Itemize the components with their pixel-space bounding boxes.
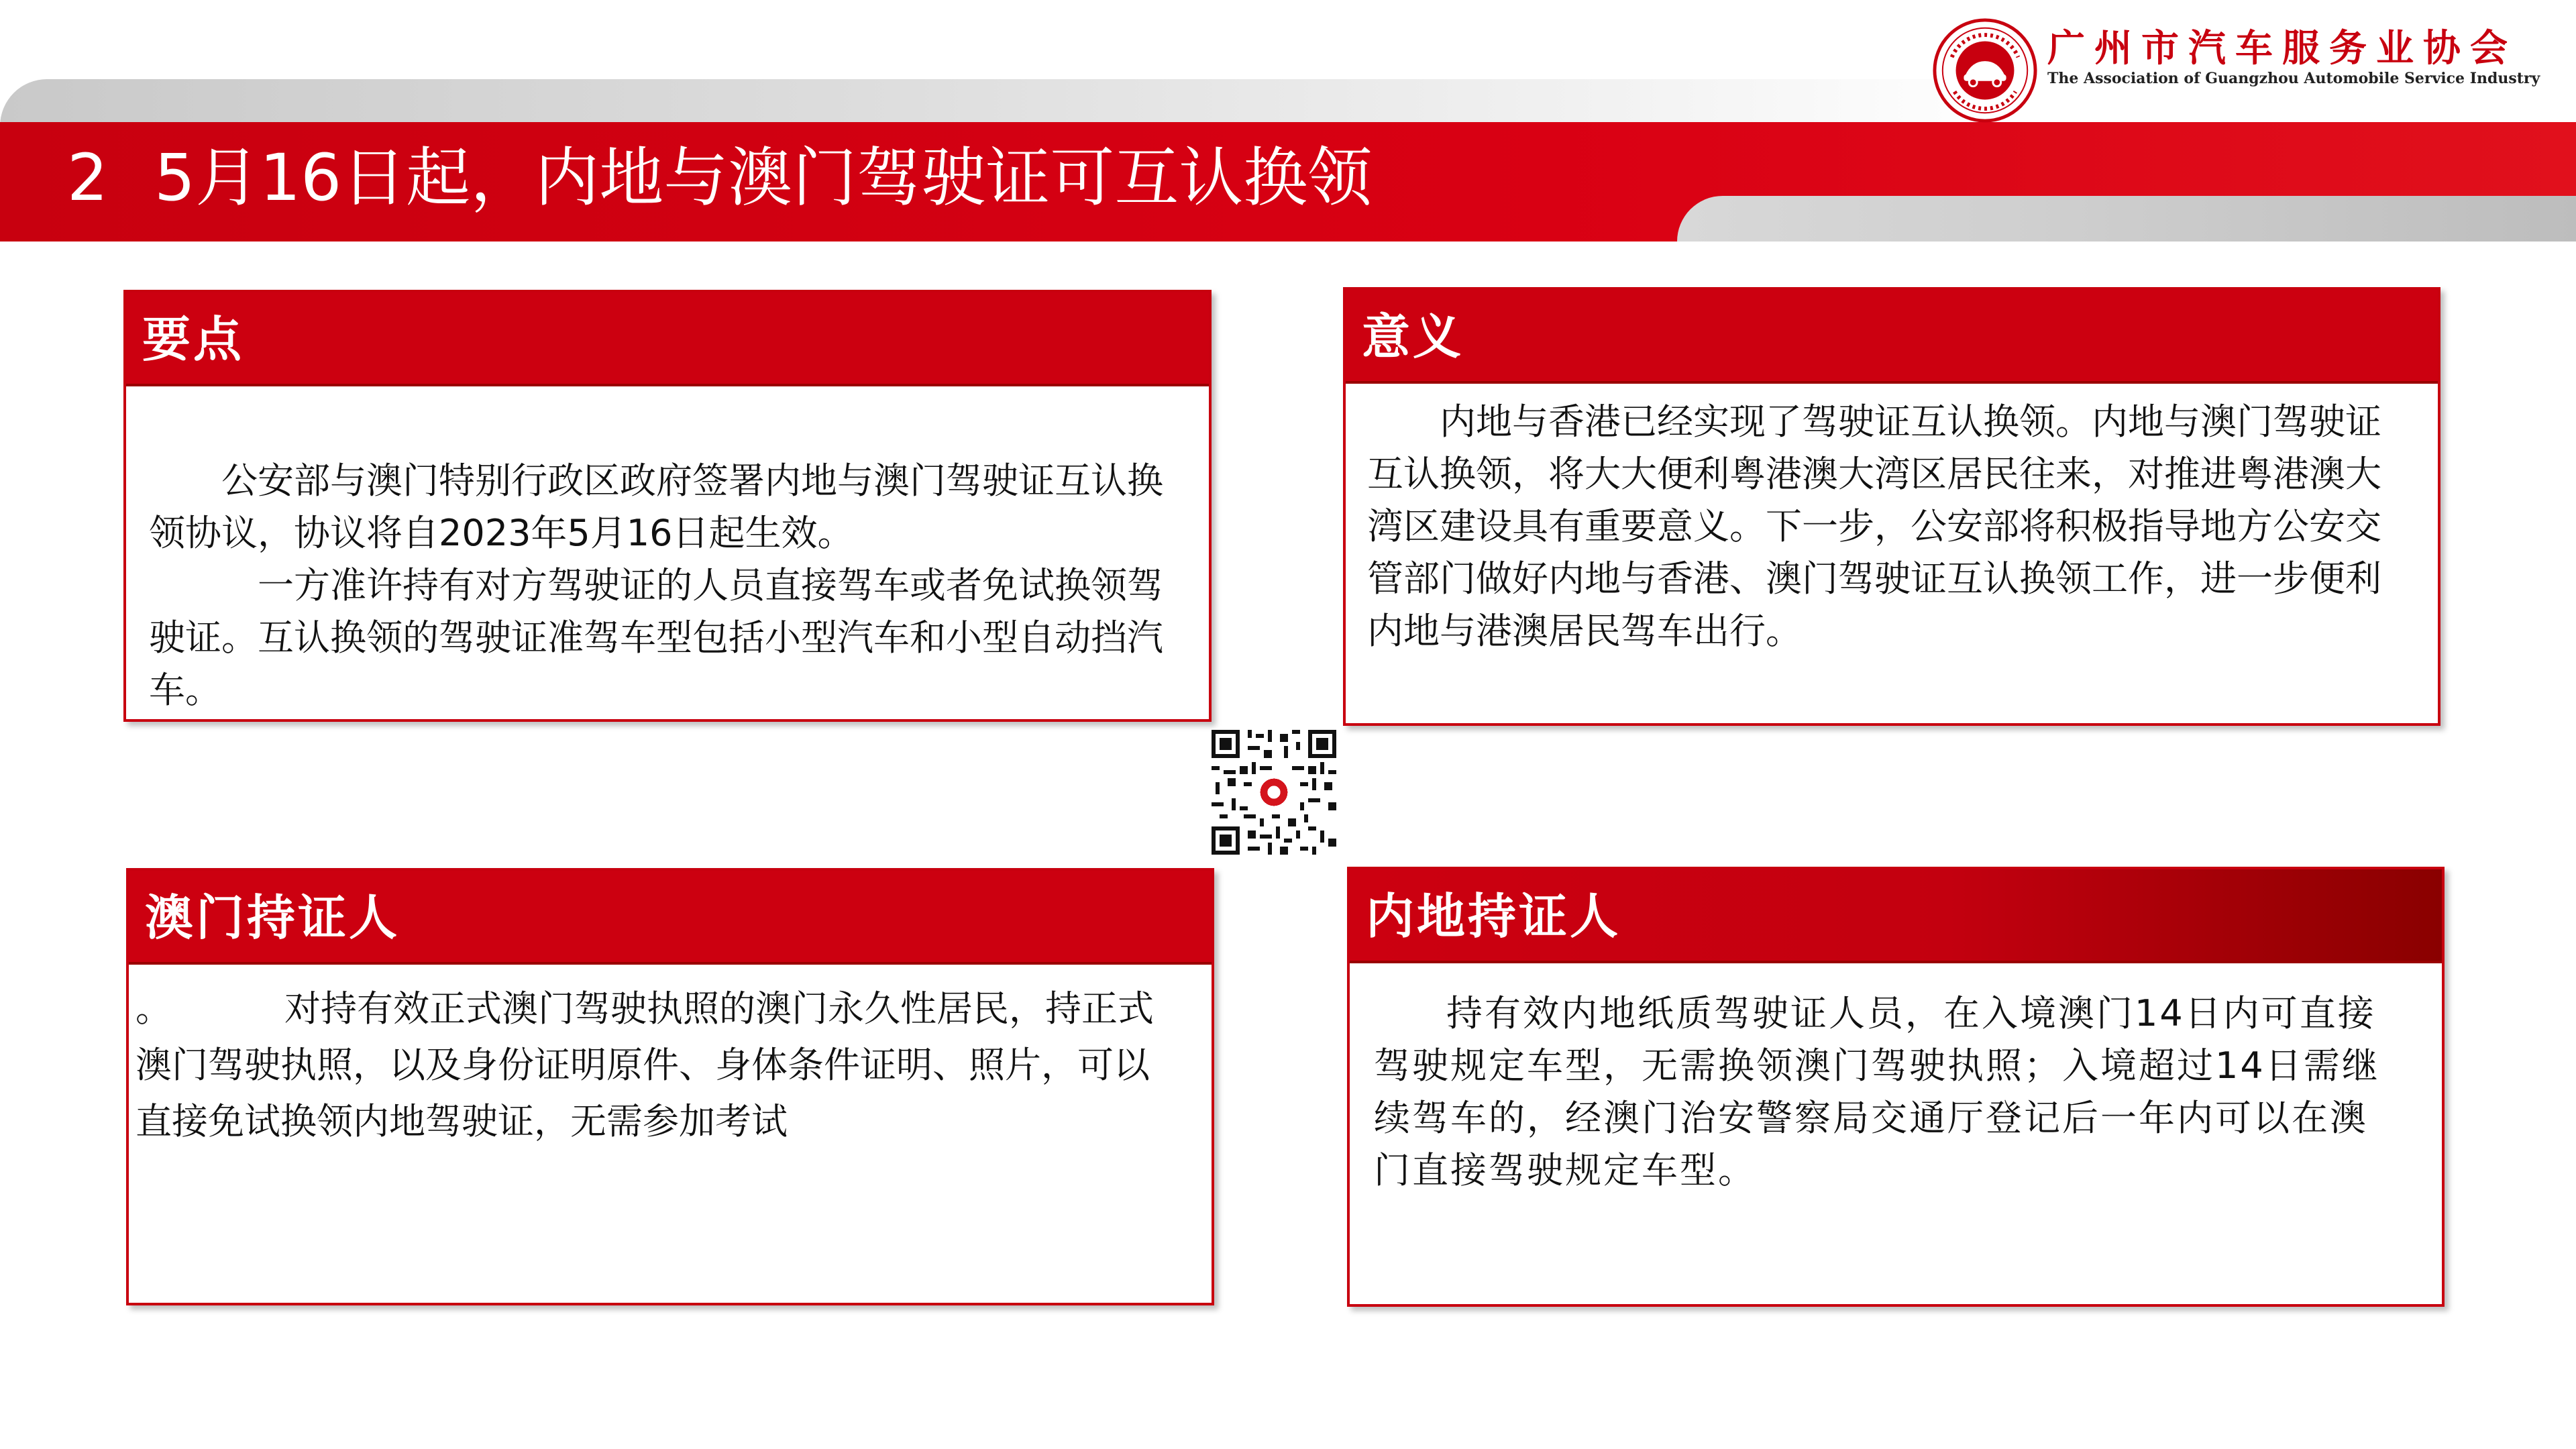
header-grey-stripe — [0, 79, 2012, 126]
mainland-holders-paragraph: 持有效内地纸质驾驶证人员，在入境澳门14日内可直接驾驶规定车型，无需换领澳门驾驶执照；入境超过14日需继续驾车的，经澳门治安警察局交通厅登记后一年内可以在澳门直接驾驶规定车型。 — [1374, 992, 2380, 1191]
significance-card — [1343, 287, 2440, 726]
macau-holders-text: 对持有效正式澳门驾驶执照的澳门永久性居民，持正式澳门驾驶执照，以及身份证明原件、身体条件证明、照片，可以直接免试换领内地驾驶证，无需参加考试 — [136, 987, 1154, 1142]
mainland-holders-header — [1350, 869, 2442, 963]
mainland-holders-card — [1347, 867, 2445, 1307]
significance-body — [1367, 396, 2404, 657]
macau-holders-card — [126, 868, 1214, 1305]
page-title: 5月16日起，内地与澳门驾驶证可互认换领 — [154, 140, 1373, 215]
macau-holders-paragraph — [136, 981, 1171, 1150]
key-points-card — [123, 290, 1212, 722]
association-name-cn: 广州市汽车服务业协会 — [2047, 27, 2517, 70]
qr-code-icon — [1212, 730, 1336, 855]
association-seal-logo — [1932, 17, 2038, 123]
significance-title: 意义 — [1362, 309, 1464, 365]
key-points-body — [149, 455, 1182, 716]
section-number: 2 — [67, 140, 109, 215]
key-points-paragraph-2: 一方准许持有对方驾驶证的人员直接驾车或者免试换领驾驶证。互认换领的驾驶证准驾车型包括小型汽车和小型自动挡汽车。 — [149, 564, 1163, 711]
significance-header — [1346, 290, 2438, 384]
mainland-holders-body — [1374, 987, 2388, 1197]
mainland-holders-title: 内地持证人 — [1366, 888, 1621, 945]
macau-holders-header — [129, 871, 1212, 965]
significance-paragraph: 内地与香港已经实现了驾驶证互认换领。内地与澳门驾驶证互认换领，将大大便利粤港澳大湾区居民往来，对推进粤港澳大湾区建设具有重要意义。下一步，公安部将积极指导地方公安交管部门做好内地与香港、澳门驾驶证互认换领工作，进一步便利内地与港澳居民驾车出行。 — [1367, 400, 2381, 652]
macau-holders-lead: 。 — [136, 987, 172, 1030]
key-points-paragraph-1: 公安部与澳门特别行政区政府签署内地与澳门驾驶证互认换领协议，协议将自2023年5月16日起生效。 — [149, 460, 1163, 554]
key-points-title: 要点 — [142, 311, 245, 368]
association-name-en: The Association of Guangzhou Automobile Service Industry — [2047, 70, 2540, 87]
macau-holders-body — [136, 981, 1171, 1150]
macau-holders-title: 澳门持证人 — [145, 890, 400, 946]
title-bar-grey-accent — [1677, 196, 2576, 241]
key-points-header — [126, 292, 1209, 386]
